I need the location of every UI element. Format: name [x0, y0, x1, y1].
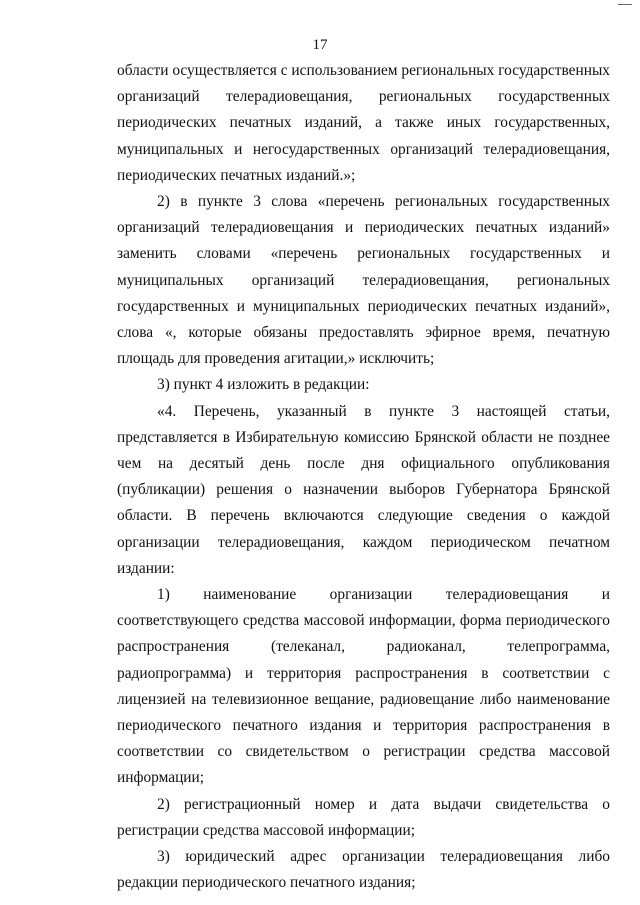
document-body [117, 58, 610, 897]
paragraph-item-2: 2) в пункте 3 слова «перечень региональных государственных организаций телерадиовещания и периодических печатных изданий» заменить словами «перечень региональных государственных и муниципальных организаций телерадиовещания, региональных государственных и муниципальных периодических печатных изданий», слова «, которые обязаны предоставлять эфирное время, печатную площадь для проведения агитации,» исключить; [117, 193, 610, 368]
scan-corner-mark [618, 4, 632, 5]
paragraph-continued: области осуществляется с использованием региональных государственных организаций телерадиовещания, региональных государственных периодических печатных изданий, а также иных государственных, муниципальных и негосударственных организаций телерадиовещания, периодических печатных изданий.»; [117, 62, 610, 184]
paragraph-item-3: 3) пункт 4 изложить в редакции: [157, 376, 370, 394]
page-number: 17 [312, 37, 328, 53]
paragraph-subitem-3: 3) юридический адрес организации телерадиовещания либо редакции периодического печатного издания; [117, 848, 610, 892]
paragraph-subitem-2: 2) регистрационный номер и дата выдачи свидетельства о регистрации средства массовой информации; [117, 795, 610, 839]
paragraph-subitem-1: 1) наименование организации телерадиовещания и соответствующего средства массовой информации, форма периодического распространения (телеканал, радиоканал, телепрограмма, радиопрограмма) и территория распространения в соответствии с лицензией на телевизионное вещание, радиовещание либо наименование периодического печатного издания и территория распространения в соответствии со свидетельством о регистрации средства массовой информации; [117, 586, 610, 787]
paragraph-clause-4: «4. Перечень, указанный в пункте 3 настоящей статьи, представляется в Избирательную комиссию Брянской области не позднее чем на десятый день после дня официального опубликования (публикации) решения о назначении выборов Губернатора Брянской области. В перечень включаются следующие сведения о каждой организации телерадиовещания, каждом периодическом печатном издании: [117, 402, 610, 577]
